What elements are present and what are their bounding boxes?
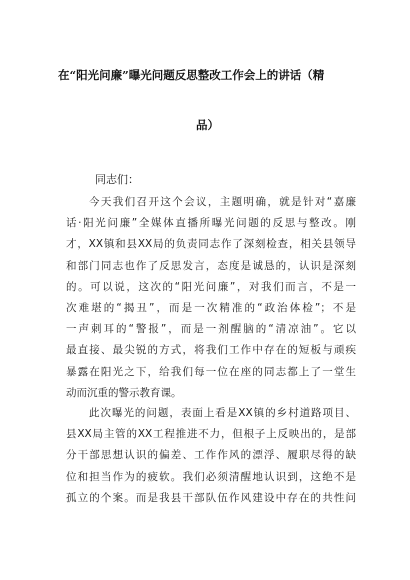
paragraph-line: 今天我们召开这个会议，主题明确，就是针对“嘉廉 xyxy=(89,196,356,208)
paragraph-line: 暴露在阳光之下，给我们每一位在座的同志都上了一堂生 xyxy=(66,365,356,378)
paragraph-line: 孤立的个案。而是我县干部队伍作风建设中存在的共性问 xyxy=(66,491,356,504)
paragraph-line: 的。可以说，这次的“阳光问廉”，对我们而言，不是一 xyxy=(66,280,356,293)
paragraph-line: 才，XX镇和县XX局的负责同志作了深刻检查，相关县领导 xyxy=(66,238,356,251)
paragraph-line: 县XX局主管的XX工程推进不力，但根子上反映出的，是部 xyxy=(66,428,356,441)
paragraph-1 xyxy=(66,192,356,404)
paragraph-line: 位和担当作为的疲软。我们必须清醒地认识到，这绝不是 xyxy=(66,470,356,483)
document-title-continued: 品） xyxy=(196,118,219,132)
paragraph-line: 一声刺耳的“警报”，而是一剂醒脑的“清凉油”。它以 xyxy=(66,323,356,336)
paragraph-line: 最直接、最尖锐的方式，将我们工作中存在的短板与顽疾 xyxy=(66,344,356,357)
paragraph-line: 此次曝光的问题，表面上看是XX镇的乡村道路项目、 xyxy=(89,407,356,419)
paragraph-line: 次难堪的“揭丑”，而是一次精准的“政治体检”；不是 xyxy=(66,301,356,314)
paragraph-line: 和部门同志也作了反思发言，态度是诚恳的，认识是深刻 xyxy=(66,259,356,272)
paragraph-line: 分干部思想认识的偏差、工作作风的漂浮、履职尽得的缺 xyxy=(66,449,356,462)
paragraph-2 xyxy=(66,403,356,509)
document-title: 在“阳光问廉”曝光问题反思整改工作会上的讲话（精 xyxy=(58,68,325,82)
paragraph-line: 动而沉重的警示教育课。 xyxy=(66,386,182,399)
paragraph-line: 话·阳光问廉”全媒体直播所曝光问题的反思与整改。刚 xyxy=(66,217,356,230)
salutation: 同志们： xyxy=(95,173,139,186)
